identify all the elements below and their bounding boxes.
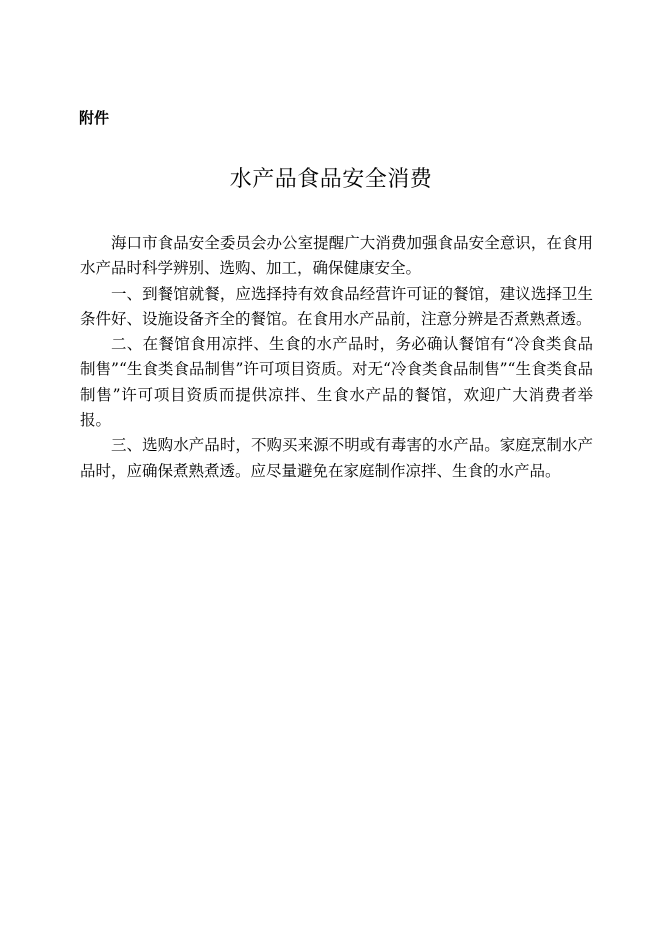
paragraph-intro: 海口市食品安全委员会办公室提醒广大消费加强食品安全意识，在食用水产品时科学辨别、选购、加工，确保健康安全。	[80, 234, 593, 278]
attachment-label: 附件	[79, 109, 110, 127]
document-title: 水产品食品安全消费	[229, 167, 433, 192]
paragraph-item-3: 三、选购水产品时，不购买来源不明或有毒害的水产品。家庭烹制水产品时，应确保煮熟煮透。应尽量避免在家庭制作凉拌、生食的水产品。	[80, 436, 593, 480]
paragraph-item-2: 二、在餐馆食用凉拌、生食的水产品时，务必确认餐馆有“冷食类食品制售”“生食类食品制售”许可项目资质。对无“冷食类食品制售”“生食类食品制售”许可项目资质而提供凉拌、生食水产品的餐馆，欢迎广大消费者举报。	[80, 335, 593, 430]
document-body	[80, 231, 593, 484]
paragraph-item-1: 一、到餐馆就餐，应选择持有效食品经营许可证的餐馆，建议选择卫生条件好、设施设备齐全的餐馆。在食用水产品前，注意分辨是否煮熟煮透。	[80, 284, 593, 328]
